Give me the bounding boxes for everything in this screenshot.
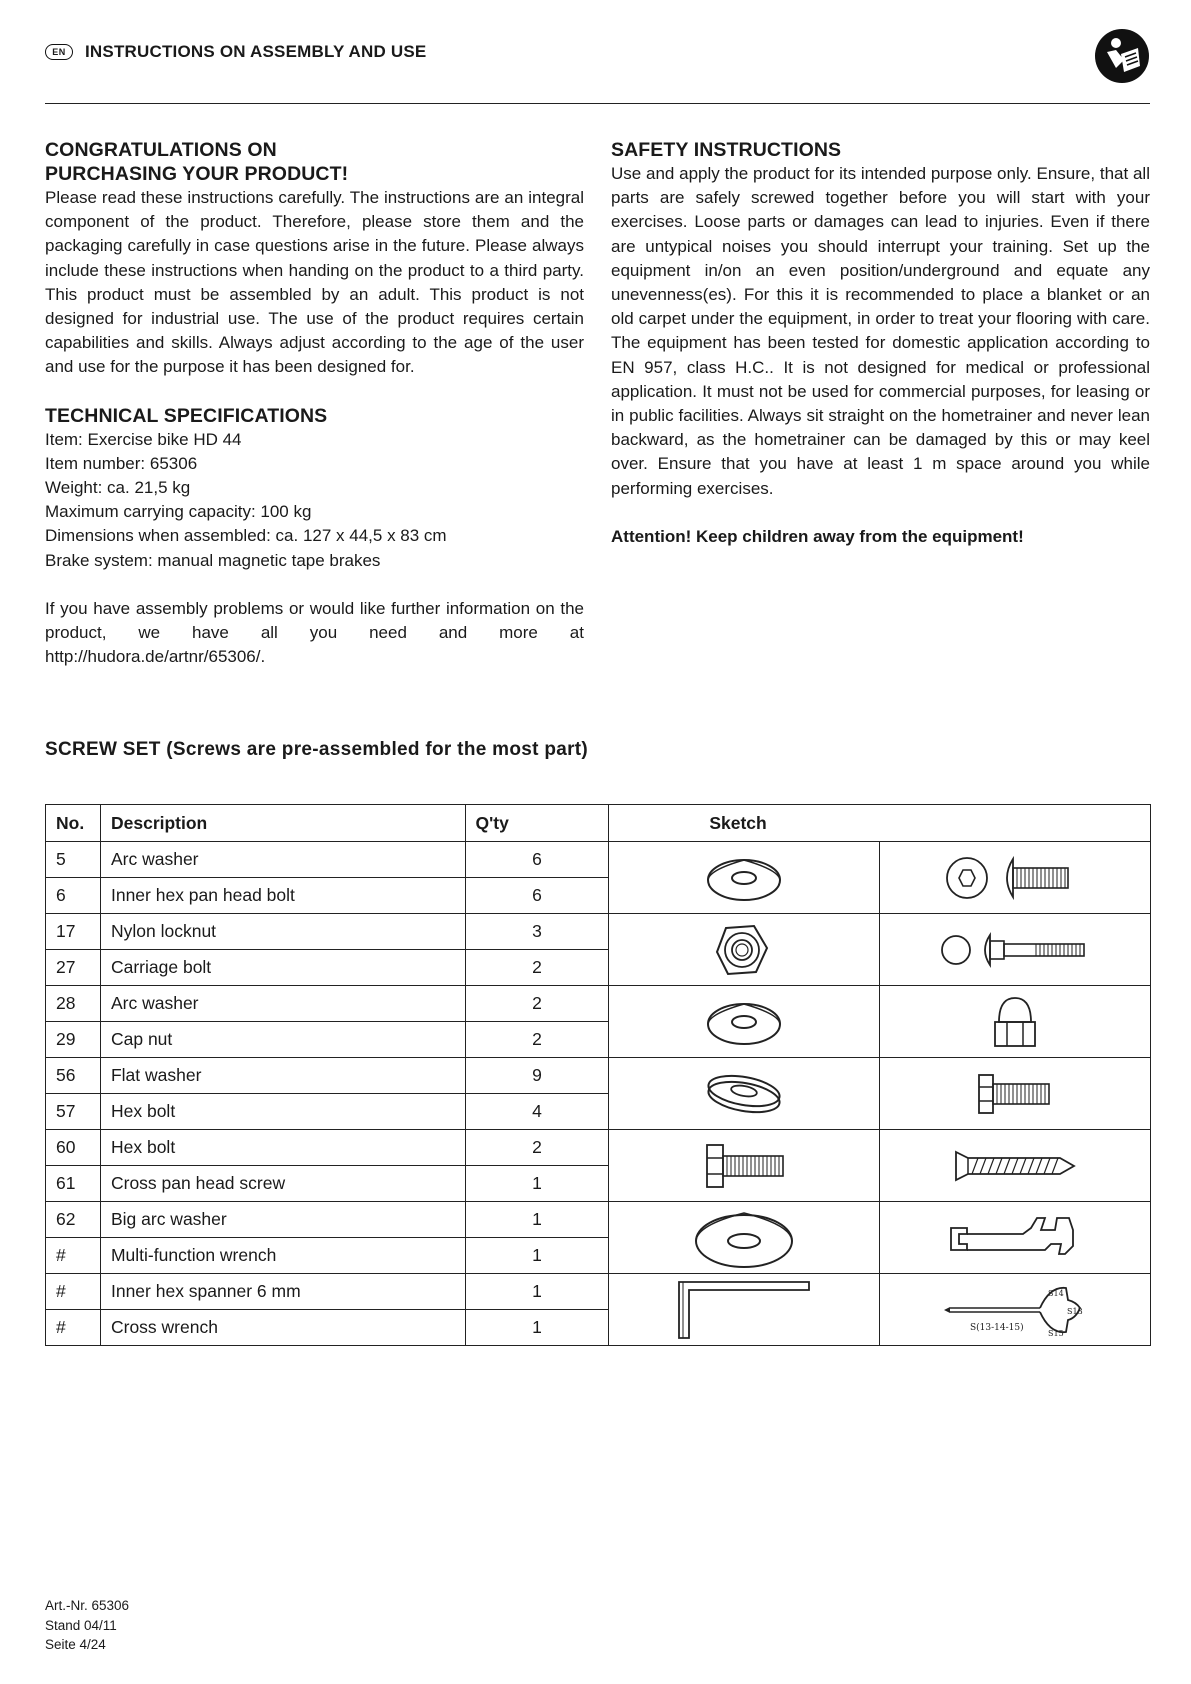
assembly-help-text: If you have assembly problems or would like further information on the product, we have all you need and more at http://hudora.de/artnr/65306/. [45, 598, 584, 667]
sketch-inner-hex-spanner [609, 1274, 880, 1346]
row-qty: 2 [465, 986, 609, 1022]
spec-weight: Weight: ca. 21,5 kg [45, 478, 191, 498]
sketch-carriage-bolt [880, 914, 1151, 986]
congrats-heading-line1: CONGRATULATIONS ON [45, 139, 277, 161]
row-no: 27 [46, 950, 101, 986]
row-qty: 1 [465, 1202, 609, 1238]
header-divider [45, 103, 1150, 104]
footer-page: Seite 4/24 [45, 1637, 106, 1652]
spec-brake-system: Brake system: manual magnetic tape brakes [45, 550, 381, 570]
read-manual-icon [1094, 28, 1150, 84]
table-row [46, 986, 1151, 1022]
header-title: INSTRUCTIONS ON ASSEMBLY AND USE [85, 42, 427, 61]
row-description: Multi-function wrench [100, 1238, 465, 1274]
row-description: Carriage bolt [100, 950, 465, 986]
row-description: Hex bolt [100, 1130, 465, 1166]
row-no: 62 [46, 1202, 101, 1238]
sketch-cross-pan-head-screw [880, 1130, 1151, 1202]
sketch-hex-bolt [880, 1058, 1151, 1130]
sketch-arc-washer-28 [609, 986, 880, 1058]
row-description: Big arc washer [100, 1202, 465, 1238]
row-no: 17 [46, 914, 101, 950]
table-row [46, 1058, 1151, 1094]
row-description: Cap nut [100, 1022, 465, 1058]
sketch-nylon-locknut [609, 914, 880, 986]
row-description: Cross wrench [100, 1310, 465, 1346]
tech-specs-heading: TECHNICAL SPECIFICATIONS [45, 404, 328, 427]
cross-wrench-label: S(13-14-15) [970, 1322, 1024, 1333]
sketch-big-arc-washer [609, 1202, 880, 1274]
flat-washer-icon [699, 1069, 789, 1119]
safety-heading: SAFETY INSTRUCTIONS [611, 139, 842, 161]
hex-bolt-icon [975, 1069, 1055, 1119]
row-description: Cross pan head screw [100, 1166, 465, 1202]
multi-function-wrench-icon [945, 1210, 1085, 1266]
row-no: # [46, 1274, 101, 1310]
right-column [611, 138, 1150, 549]
carriage-bolt-icon [940, 930, 1090, 970]
page-footer [45, 1596, 129, 1655]
spec-max-capacity: Maximum carrying capacity: 100 kg [45, 502, 312, 522]
nylon-locknut-icon [709, 920, 779, 980]
language-badge: EN [45, 44, 73, 60]
sketch-inner-hex-bolt [880, 842, 1151, 914]
row-description: Inner hex pan head bolt [100, 878, 465, 914]
safety-attention: Attention! Keep children away from the equipment! [611, 526, 1024, 546]
row-description: Inner hex spanner 6 mm [100, 1274, 465, 1310]
inner-hex-pan-head-bolt-icon [945, 853, 1085, 903]
row-qty: 6 [465, 842, 609, 878]
cross-wrench-s14: S14 [1048, 1288, 1064, 1298]
cross-wrench-s15: S15 [1048, 1328, 1064, 1338]
cross-wrench-icon [940, 1278, 1090, 1342]
row-no: 61 [46, 1166, 101, 1202]
congrats-heading-line2: PURCHASING YOUR PRODUCT! [45, 163, 349, 185]
row-qty: 1 [465, 1238, 609, 1274]
row-no: 5 [46, 842, 101, 878]
row-qty: 2 [465, 1022, 609, 1058]
cap-nut-icon [985, 992, 1045, 1052]
spec-item: Item: Exercise bike HD 44 [45, 429, 242, 449]
row-no: 56 [46, 1058, 101, 1094]
spec-dimensions: Dimensions when assembled: ca. 127 x 44,5 x 83 cm [45, 526, 447, 546]
hex-bolt-icon [699, 1141, 789, 1191]
row-no: # [46, 1310, 101, 1346]
row-no: 6 [46, 878, 101, 914]
row-description: Flat washer [100, 1058, 465, 1094]
row-qty: 6 [465, 878, 609, 914]
row-description: Nylon locknut [100, 914, 465, 950]
sketch-multi-function-wrench [880, 1202, 1151, 1274]
row-no: 29 [46, 1022, 101, 1058]
arc-washer-icon [699, 992, 789, 1052]
row-no: 57 [46, 1094, 101, 1130]
screw-set-title: SCREW SET (Screws are pre-assembled for the most part) [45, 739, 589, 760]
row-no: 60 [46, 1130, 101, 1166]
row-qty: 3 [465, 914, 609, 950]
row-no: 28 [46, 986, 101, 1022]
spec-item-number: Item number: 65306 [45, 453, 198, 473]
sketch-arc-washer [609, 842, 880, 914]
header-sketch: Sketch [609, 805, 1151, 842]
footer-art-nr: Art.-Nr. 65306 [45, 1598, 130, 1613]
sketch-flat-washer [609, 1058, 880, 1130]
congrats-body: Please read these instructions carefully. The instructions are an integral component of the product. Therefore, please store them and the packaging carefully in case questions arise in the future. Please always include these instructions when handing on the product to a third party. This product must be assembled by an adult. This product is not designed for industrial use. The use of the product requires certain capabilities and skills. Always adjust according to the age of the user and use for the purpose it has been designed for. [45, 188, 584, 377]
screw-set-table [45, 804, 1151, 1346]
row-description: Arc washer [100, 842, 465, 878]
row-description: Hex bolt [100, 1094, 465, 1130]
header-no: No. [46, 805, 101, 842]
big-arc-washer-icon [689, 1205, 799, 1271]
row-no: # [46, 1238, 101, 1274]
table-header-row [46, 805, 1151, 842]
row-qty: 4 [465, 1094, 609, 1130]
sketch-cross-wrench [880, 1274, 1151, 1346]
table-row [46, 1202, 1151, 1238]
row-qty: 1 [465, 1274, 609, 1310]
row-qty: 9 [465, 1058, 609, 1094]
row-qty: 2 [465, 950, 609, 986]
cross-pan-head-screw-icon [950, 1146, 1080, 1186]
row-qty: 1 [465, 1310, 609, 1346]
table-row [46, 914, 1151, 950]
table-row [46, 842, 1151, 878]
left-column [45, 138, 584, 669]
table-row [46, 1274, 1151, 1310]
row-qty: 1 [465, 1166, 609, 1202]
sketch-hex-bolt-60 [609, 1130, 880, 1202]
cross-wrench-s13: S13 [1067, 1306, 1083, 1316]
safety-body: Use and apply the product for its intended purpose only. Ensure, that all parts are safely screwed together before you will start with your exercises. Loose parts or damages can lead to injuries. Even if there are untypical noises you should interrupt your training. Set up the equipment in/on an even position/underground and equate any unevenness(es). For this it is recommended to place a blanket or an old carpet under the equipment, in order to treat your flooring with care. The equipment has been tested for domestic application according to EN 957, class H.C.. It is not designed for medical or professional application. It must not be used for commercial purposes, for leasing or in public facilities. Always sit straight on the hometrainer and never lean backward, as the hometrainer can be damaged by this or may keel over. Ensure that you have at least 1 m space around you while performing exercises. [611, 164, 1150, 498]
row-qty: 2 [465, 1130, 609, 1166]
header-qty: Q'ty [465, 805, 609, 842]
page-header [45, 40, 1150, 104]
inner-hex-spanner-icon [669, 1278, 819, 1342]
footer-stand: Stand 04/11 [45, 1617, 117, 1633]
sketch-cap-nut [880, 986, 1151, 1058]
arc-washer-icon [699, 848, 789, 908]
row-description: Arc washer [100, 986, 465, 1022]
header-description: Description [100, 805, 465, 842]
table-row [46, 1130, 1151, 1166]
